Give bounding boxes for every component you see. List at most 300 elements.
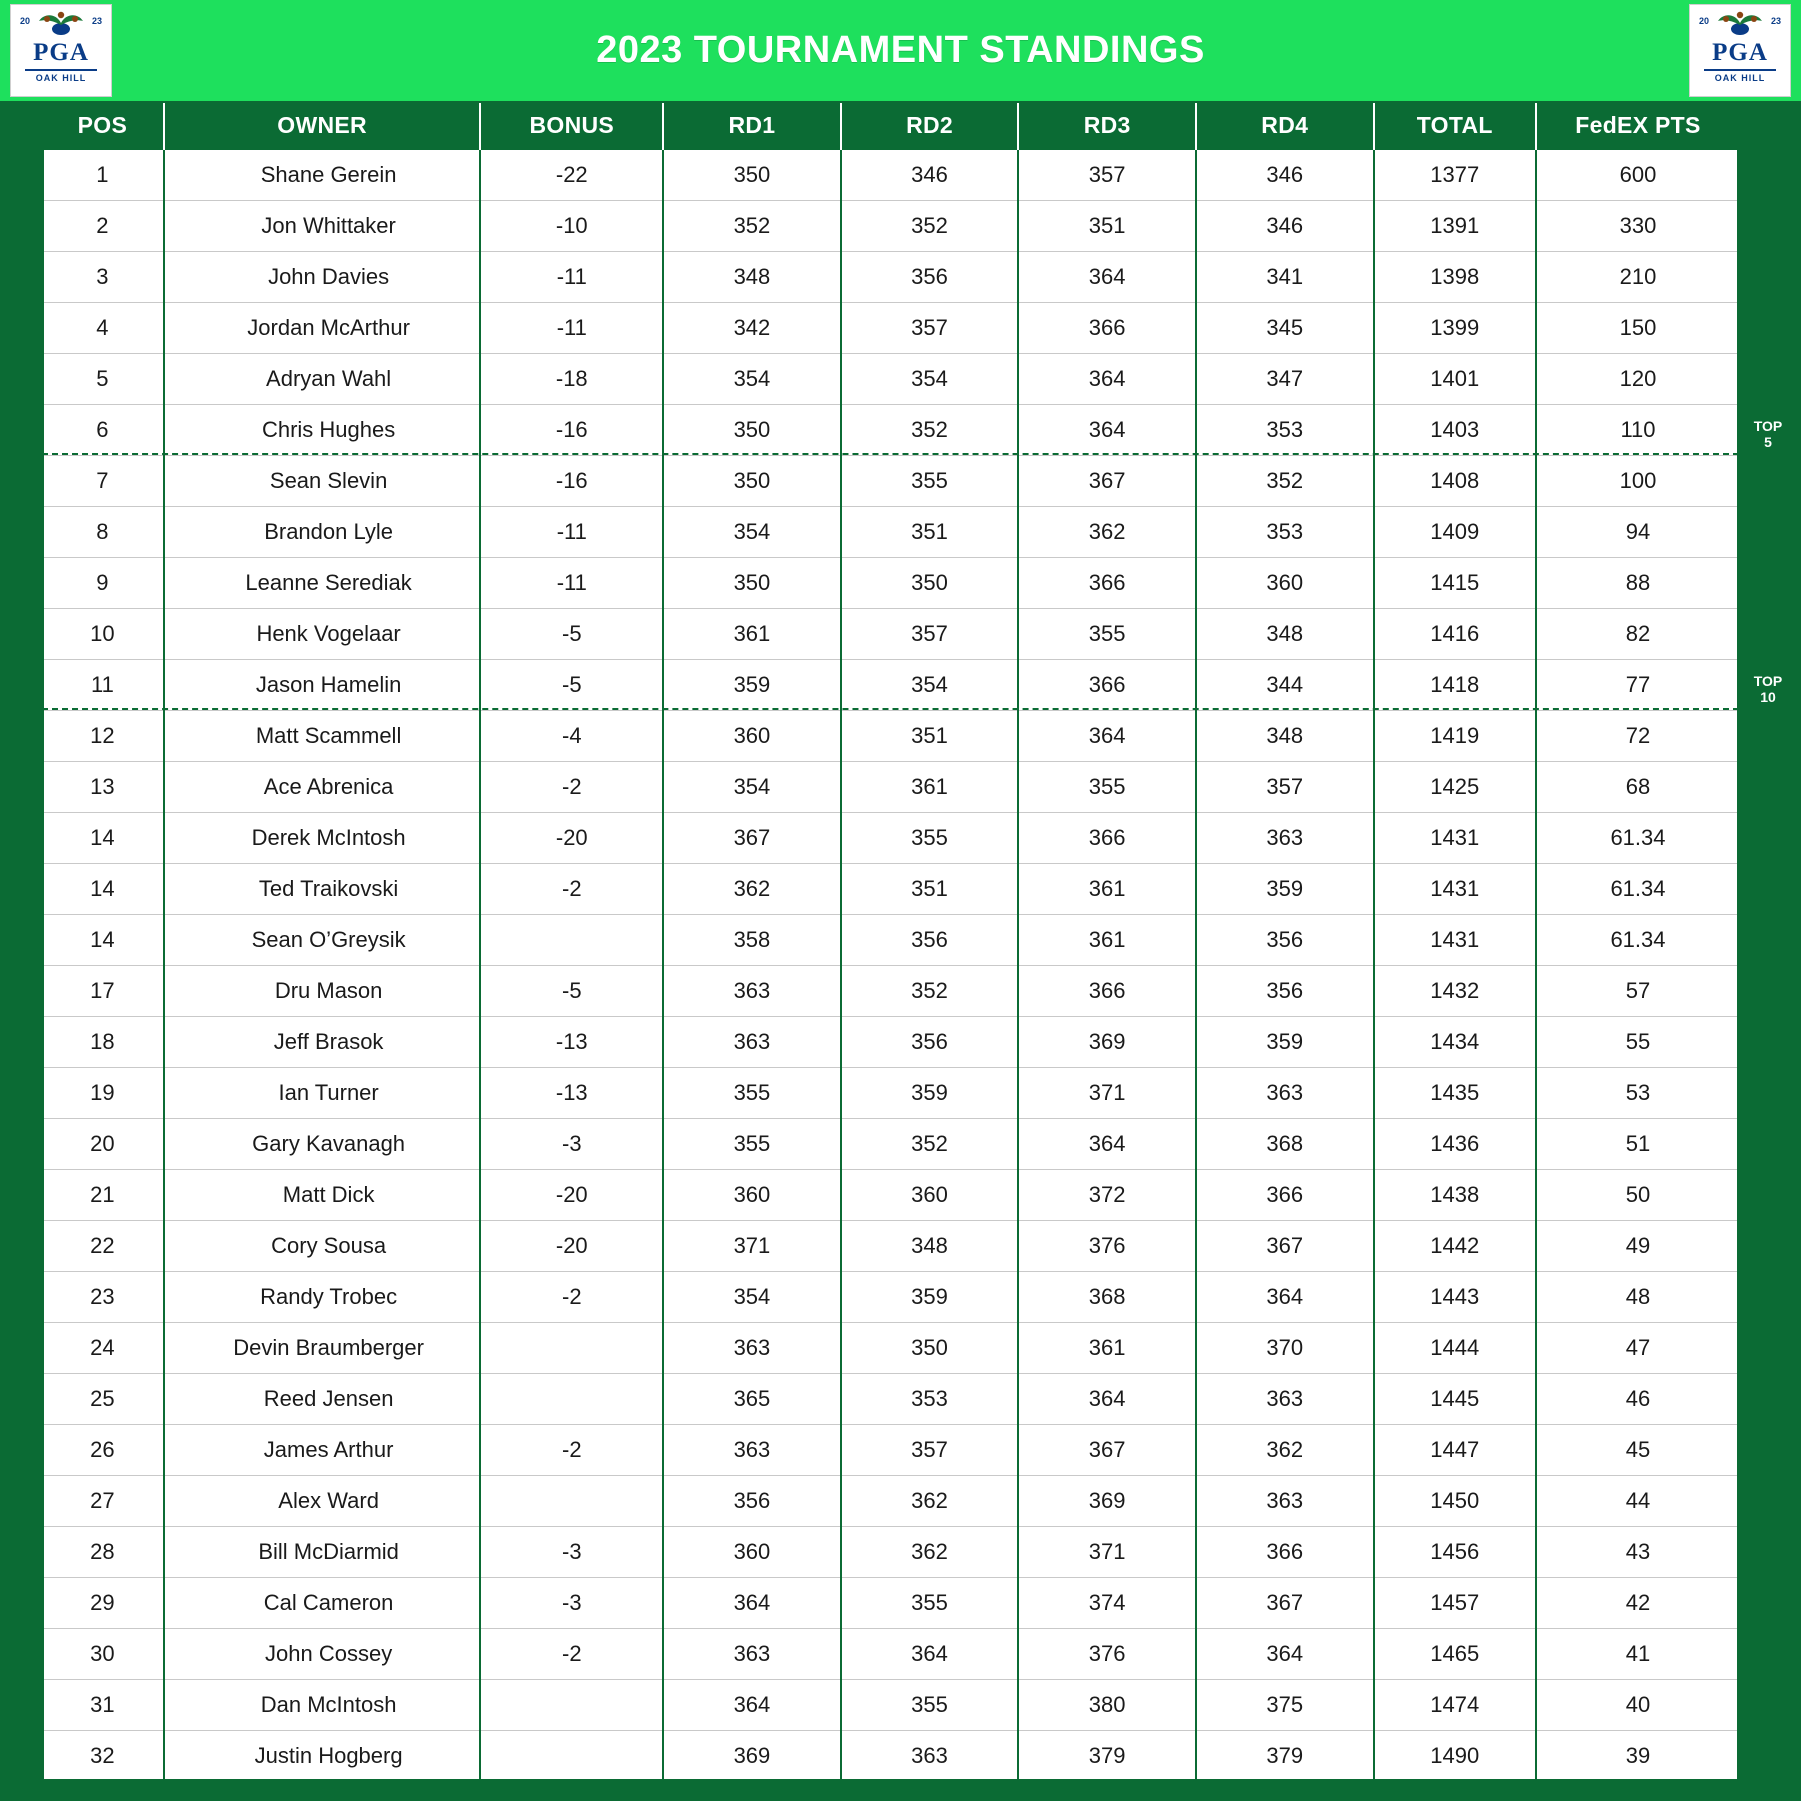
cell-rd4: 344 [1196,660,1374,711]
cell-total: 1431 [1374,864,1536,915]
cell-rd1: 356 [663,1476,841,1527]
cell-rd4: 353 [1196,405,1374,456]
cell-rd1: 354 [663,507,841,558]
cell-bonus: -2 [480,1629,663,1680]
cell-rd4: 370 [1196,1323,1374,1374]
cell-rd1: 348 [663,252,841,303]
cell-rd1: 354 [663,354,841,405]
cell-rd4: 346 [1196,150,1374,201]
cell-pos: 18 [42,1017,164,1068]
cell-rd2: 356 [841,1017,1019,1068]
cell-rd4: 363 [1196,813,1374,864]
cell-pos: 30 [42,1629,164,1680]
cell-rd3: 362 [1018,507,1196,558]
column-header-rd2: RD2 [841,101,1019,150]
cell-pos: 12 [42,711,164,762]
table-row [42,660,1739,711]
cell-rd3: 364 [1018,1119,1196,1170]
cell-owner: Alex Ward [164,1476,481,1527]
top10-marker [1748,673,1788,705]
standings-table-wrap [42,101,1739,1781]
cell-rd2: 355 [841,813,1019,864]
cell-owner: Justin Hogberg [164,1731,481,1782]
cell-rd4: 341 [1196,252,1374,303]
table-row [42,1170,1739,1221]
cell-bonus: -2 [480,864,663,915]
cell-rd4: 357 [1196,762,1374,813]
table-header-row [42,101,1739,150]
table-row [42,1425,1739,1476]
cell-fedex-pts: 330 [1536,201,1739,252]
cell-total: 1419 [1374,711,1536,762]
cell-pos: 6 [42,405,164,456]
cell-rd3: 379 [1018,1731,1196,1782]
column-header-rd3: RD3 [1018,101,1196,150]
cell-rd2: 354 [841,660,1019,711]
cell-rd4: 366 [1196,1527,1374,1578]
cell-rd3: 361 [1018,1323,1196,1374]
cell-total: 1436 [1374,1119,1536,1170]
cell-pos: 4 [42,303,164,354]
cell-pos: 32 [42,1731,164,1782]
column-header-owner: OWNER [164,101,481,150]
logo-course-text: OAK HILL [35,72,87,83]
table-row [42,609,1739,660]
cell-rd3: 376 [1018,1221,1196,1272]
table-row [42,456,1739,507]
cell-rd3: 355 [1018,762,1196,813]
cell-pos: 17 [42,966,164,1017]
cell-rd2: 359 [841,1068,1019,1119]
cell-rd4: 363 [1196,1374,1374,1425]
cell-owner: Jason Hamelin [164,660,481,711]
cell-rd4: 359 [1196,864,1374,915]
table-row [42,711,1739,762]
cell-pos: 23 [42,1272,164,1323]
cell-rd1: 358 [663,915,841,966]
table-row [42,201,1739,252]
cell-rd3: 351 [1018,201,1196,252]
table-row [42,1119,1739,1170]
cell-total: 1434 [1374,1017,1536,1068]
cell-rd3: 372 [1018,1170,1196,1221]
cell-rd1: 352 [663,201,841,252]
cell-fedex-pts: 120 [1536,354,1739,405]
cell-owner: Jon Whittaker [164,201,481,252]
cell-fedex-pts: 41 [1536,1629,1739,1680]
cell-fedex-pts: 50 [1536,1170,1739,1221]
cell-bonus: -16 [480,405,663,456]
cell-rd2: 363 [841,1731,1019,1782]
cell-rd1: 371 [663,1221,841,1272]
column-header-pos: POS [42,101,164,150]
pga-logo-right [1689,4,1791,97]
cell-total: 1431 [1374,915,1536,966]
cell-fedex-pts: 49 [1536,1221,1739,1272]
cell-fedex-pts: 110 [1536,405,1739,456]
column-header-rd1: RD1 [663,101,841,150]
cell-pos: 21 [42,1170,164,1221]
cell-bonus: -3 [480,1578,663,1629]
cell-rd2: 359 [841,1272,1019,1323]
cell-rd2: 357 [841,303,1019,354]
cell-rd4: 379 [1196,1731,1374,1782]
cell-rd1: 363 [663,1323,841,1374]
cell-rd2: 355 [841,456,1019,507]
cell-rd1: 359 [663,660,841,711]
table-row [42,558,1739,609]
cell-total: 1408 [1374,456,1536,507]
cell-rd4: 375 [1196,1680,1374,1731]
cell-owner: Cal Cameron [164,1578,481,1629]
cell-owner: Matt Dick [164,1170,481,1221]
cell-total: 1403 [1374,405,1536,456]
table-row [42,1629,1739,1680]
cell-rd2: 357 [841,609,1019,660]
cell-rd4: 346 [1196,201,1374,252]
cell-rd2: 357 [841,1425,1019,1476]
cell-total: 1443 [1374,1272,1536,1323]
cell-pos: 3 [42,252,164,303]
cell-bonus: -11 [480,303,663,354]
cell-rd2: 351 [841,864,1019,915]
cell-total: 1399 [1374,303,1536,354]
cell-rd1: 360 [663,1170,841,1221]
cell-owner: Jordan McArthur [164,303,481,354]
cell-fedex-pts: 100 [1536,456,1739,507]
cell-owner: Chris Hughes [164,405,481,456]
cell-bonus: -20 [480,813,663,864]
cell-pos: 13 [42,762,164,813]
cell-pos: 2 [42,201,164,252]
cell-total: 1445 [1374,1374,1536,1425]
cell-bonus [480,1680,663,1731]
cell-rd4: 367 [1196,1221,1374,1272]
logo-year-left: 20 [20,16,31,26]
cell-rd3: 369 [1018,1017,1196,1068]
cell-fedex-pts: 210 [1536,252,1739,303]
cell-total: 1490 [1374,1731,1536,1782]
cell-total: 1409 [1374,507,1536,558]
table-row [42,762,1739,813]
cell-rd3: 366 [1018,660,1196,711]
cell-owner: Brandon Lyle [164,507,481,558]
cell-bonus: -4 [480,711,663,762]
cell-rd3: 368 [1018,1272,1196,1323]
cell-pos: 8 [42,507,164,558]
cell-rd2: 362 [841,1476,1019,1527]
cell-rd1: 365 [663,1374,841,1425]
cell-rd4: 348 [1196,711,1374,762]
cell-rd2: 353 [841,1374,1019,1425]
cell-owner: John Cossey [164,1629,481,1680]
cell-owner: Dan McIntosh [164,1680,481,1731]
cell-fedex-pts: 77 [1536,660,1739,711]
cell-bonus: -18 [480,354,663,405]
cell-total: 1456 [1374,1527,1536,1578]
cell-pos: 14 [42,864,164,915]
logo-year-right: 23 [91,16,102,26]
cell-owner: Sean Slevin [164,456,481,507]
cell-total: 1450 [1374,1476,1536,1527]
table-row [42,1017,1739,1068]
cell-pos: 20 [42,1119,164,1170]
cell-pos: 22 [42,1221,164,1272]
cell-owner: Adryan Wahl [164,354,481,405]
cell-total: 1432 [1374,966,1536,1017]
cell-bonus: -3 [480,1527,663,1578]
cell-rd1: 363 [663,1017,841,1068]
cell-rd1: 350 [663,456,841,507]
cell-rd4: 364 [1196,1272,1374,1323]
cell-pos: 5 [42,354,164,405]
table-row [42,864,1739,915]
cell-total: 1431 [1374,813,1536,864]
cell-fedex-pts: 43 [1536,1527,1739,1578]
cell-owner: Randy Trobec [164,1272,481,1323]
cell-owner: Derek McIntosh [164,813,481,864]
table-row [42,405,1739,456]
cell-owner: Ian Turner [164,1068,481,1119]
page-title: 2023 TOURNAMENT STANDINGS [596,29,1205,71]
cell-fedex-pts: 150 [1536,303,1739,354]
cell-owner: Gary Kavanagh [164,1119,481,1170]
cell-rd3: 366 [1018,303,1196,354]
cell-rd4: 356 [1196,915,1374,966]
cell-rd3: 364 [1018,1374,1196,1425]
cell-rd3: 364 [1018,405,1196,456]
cell-total: 1438 [1374,1170,1536,1221]
table-row [42,303,1739,354]
table-row [42,507,1739,558]
cell-rd3: 364 [1018,711,1196,762]
top5-marker-line2: 5 [1764,434,1772,450]
cell-rd3: 371 [1018,1527,1196,1578]
cell-total: 1418 [1374,660,1536,711]
cell-owner: Jeff Brasok [164,1017,481,1068]
cell-rd1: 363 [663,1629,841,1680]
cell-pos: 27 [42,1476,164,1527]
cell-rd1: 350 [663,558,841,609]
cell-fedex-pts: 39 [1536,1731,1739,1782]
logo-pga-text: PGA [1712,38,1768,66]
cell-rd2: 352 [841,201,1019,252]
cell-rd2: 356 [841,252,1019,303]
cell-fedex-pts: 88 [1536,558,1739,609]
cell-fedex-pts: 44 [1536,1476,1739,1527]
cell-bonus [480,915,663,966]
cell-owner: Matt Scammell [164,711,481,762]
cell-rd1: 364 [663,1680,841,1731]
table-row [42,1221,1739,1272]
cell-pos: 29 [42,1578,164,1629]
table-row [42,1476,1739,1527]
cell-fedex-pts: 45 [1536,1425,1739,1476]
top5-cutline [42,453,1739,455]
cell-rd4: 362 [1196,1425,1374,1476]
cell-total: 1435 [1374,1068,1536,1119]
cell-rd4: 363 [1196,1476,1374,1527]
cell-rd1: 363 [663,1425,841,1476]
cell-fedex-pts: 61.34 [1536,864,1739,915]
cell-owner: Cory Sousa [164,1221,481,1272]
cell-owner: James Arthur [164,1425,481,1476]
cell-rd4: 352 [1196,456,1374,507]
cell-fedex-pts: 47 [1536,1323,1739,1374]
cell-rd4: 345 [1196,303,1374,354]
cell-rd4: 348 [1196,609,1374,660]
cell-pos: 19 [42,1068,164,1119]
cell-bonus [480,1476,663,1527]
cell-bonus: -5 [480,609,663,660]
cell-fedex-pts: 61.34 [1536,915,1739,966]
table-row [42,1731,1739,1782]
cell-rd3: 367 [1018,456,1196,507]
cell-rd3: 380 [1018,1680,1196,1731]
cell-owner: Shane Gerein [164,150,481,201]
cell-bonus: -11 [480,558,663,609]
table-row [42,354,1739,405]
cell-rd3: 367 [1018,1425,1196,1476]
cell-fedex-pts: 51 [1536,1119,1739,1170]
cell-rd3: 374 [1018,1578,1196,1629]
table-row [42,1323,1739,1374]
cell-fedex-pts: 600 [1536,150,1739,201]
table-row [42,1527,1739,1578]
cell-owner: Leanne Serediak [164,558,481,609]
cell-rd3: 376 [1018,1629,1196,1680]
cell-pos: 9 [42,558,164,609]
cell-pos: 31 [42,1680,164,1731]
logo-divider [25,69,97,71]
cell-rd2: 346 [841,150,1019,201]
cell-bonus: -5 [480,660,663,711]
cell-total: 1447 [1374,1425,1536,1476]
table-row [42,1578,1739,1629]
cell-total: 1415 [1374,558,1536,609]
cell-rd4: 367 [1196,1578,1374,1629]
top10-marker-line1: TOP [1753,673,1783,689]
cell-fedex-pts: 53 [1536,1068,1739,1119]
cell-fedex-pts: 68 [1536,762,1739,813]
cell-rd1: 361 [663,609,841,660]
cell-rd3: 361 [1018,864,1196,915]
cell-bonus: -20 [480,1221,663,1272]
cell-owner: Dru Mason [164,966,481,1017]
cell-rd4: 347 [1196,354,1374,405]
cell-rd3: 355 [1018,609,1196,660]
cell-rd2: 360 [841,1170,1019,1221]
cell-bonus [480,1731,663,1782]
cell-owner: Devin Braumberger [164,1323,481,1374]
cell-fedex-pts: 94 [1536,507,1739,558]
cell-bonus [480,1323,663,1374]
cell-rd2: 350 [841,1323,1019,1374]
cell-fedex-pts: 82 [1536,609,1739,660]
table-row [42,1272,1739,1323]
cell-rd2: 355 [841,1680,1019,1731]
column-header-bonus: BONUS [480,101,663,150]
table-row [42,150,1739,201]
cell-rd4: 359 [1196,1017,1374,1068]
top10-cutline [42,708,1739,710]
cell-total: 1401 [1374,354,1536,405]
cell-rd4: 364 [1196,1629,1374,1680]
cell-rd2: 362 [841,1527,1019,1578]
cell-bonus [480,1374,663,1425]
cell-rd1: 369 [663,1731,841,1782]
cell-rd1: 354 [663,762,841,813]
cell-owner: Ted Traikovski [164,864,481,915]
cell-rd4: 363 [1196,1068,1374,1119]
logo-year-right: 23 [1770,16,1781,26]
cell-rd1: 360 [663,711,841,762]
cell-bonus: -2 [480,1425,663,1476]
top10-marker-line2: 10 [1760,689,1776,705]
cell-rd1: 363 [663,966,841,1017]
cell-pos: 28 [42,1527,164,1578]
cell-rd1: 364 [663,1578,841,1629]
table-row [42,1068,1739,1119]
cell-rd1: 355 [663,1068,841,1119]
cell-rd1: 360 [663,1527,841,1578]
cell-fedex-pts: 48 [1536,1272,1739,1323]
table-header [42,101,1739,150]
cell-pos: 26 [42,1425,164,1476]
cell-owner: Reed Jensen [164,1374,481,1425]
cell-fedex-pts: 57 [1536,966,1739,1017]
logo-course-text: OAK HILL [1714,72,1766,83]
cell-rd4: 353 [1196,507,1374,558]
top5-marker [1748,418,1788,450]
cell-owner: John Davies [164,252,481,303]
cell-bonus: -3 [480,1119,663,1170]
cell-rd1: 355 [663,1119,841,1170]
cell-bonus: -2 [480,1272,663,1323]
cell-rd1: 342 [663,303,841,354]
cell-bonus: -13 [480,1017,663,1068]
cell-rd2: 352 [841,1119,1019,1170]
table-row [42,813,1739,864]
cell-rd1: 367 [663,813,841,864]
cell-rd4: 356 [1196,966,1374,1017]
cell-rd1: 350 [663,405,841,456]
cell-rd4: 366 [1196,1170,1374,1221]
cell-total: 1425 [1374,762,1536,813]
cell-pos: 24 [42,1323,164,1374]
logo-pga-text: PGA [33,38,89,66]
cell-rd1: 350 [663,150,841,201]
cell-owner: Henk Vogelaar [164,609,481,660]
cell-rd3: 366 [1018,966,1196,1017]
cell-pos: 1 [42,150,164,201]
cell-pos: 10 [42,609,164,660]
cell-bonus: -5 [480,966,663,1017]
cell-rd1: 354 [663,1272,841,1323]
cell-bonus: -22 [480,150,663,201]
header-banner [0,0,1801,101]
column-header-total: TOTAL [1374,101,1536,150]
cell-rd2: 361 [841,762,1019,813]
cell-total: 1398 [1374,252,1536,303]
cell-rd2: 348 [841,1221,1019,1272]
cell-rd2: 352 [841,405,1019,456]
cell-rd4: 360 [1196,558,1374,609]
wreath-icon [30,9,92,35]
column-header-fedex: FedEX PTS [1536,101,1739,150]
cell-owner: Ace Abrenica [164,762,481,813]
cell-rd2: 364 [841,1629,1019,1680]
